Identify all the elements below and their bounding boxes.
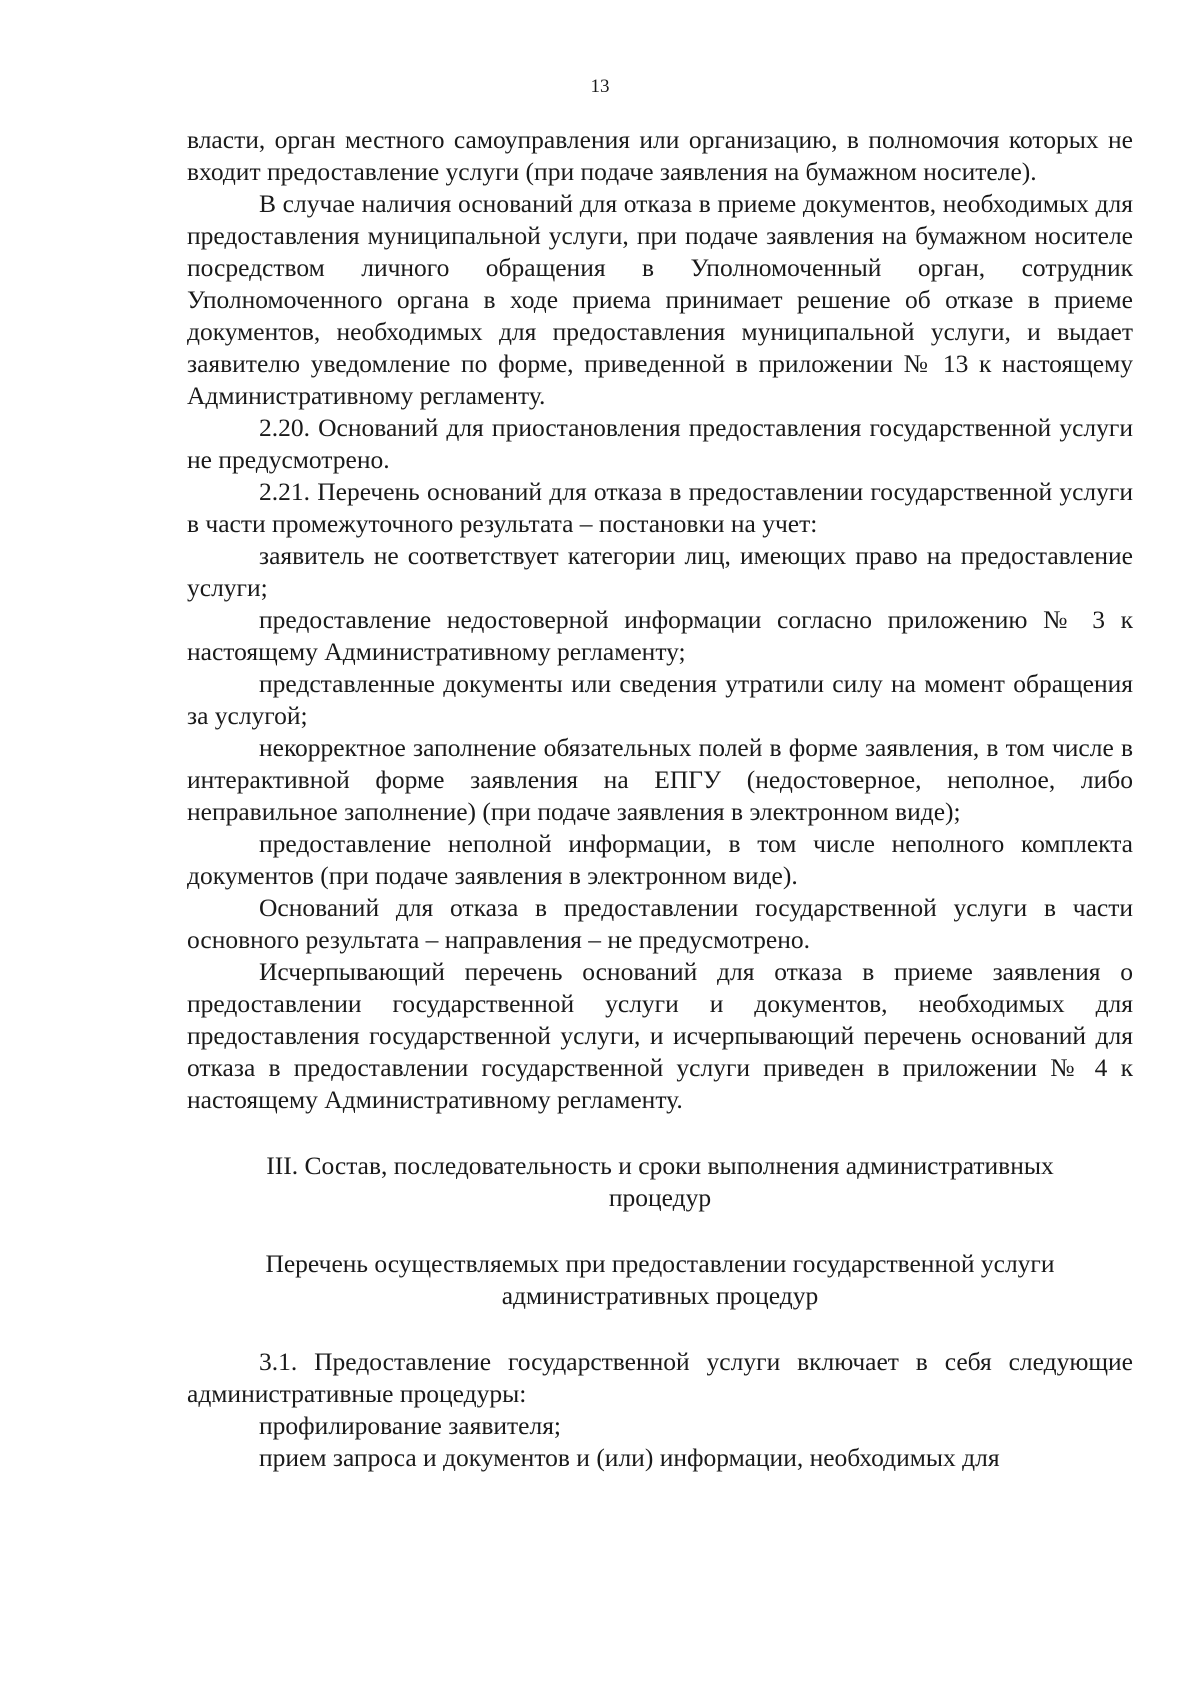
paragraph-no-grounds-main: Оснований для отказа в предоставлении государственной услуги в части основного результата – направления – не предусмотрено. [187, 893, 1133, 954]
paragraph-2-21: 2.21. Перечень оснований для отказа в предоставлении государственной услуги в части промежуточного результата – постановки на учет: [187, 477, 1133, 538]
paragraph-2-20: 2.20. Оснований для приостановления предоставления государственной услуги не предусмотрено. [187, 413, 1133, 474]
list-item-incomplete-info: предоставление неполной информации, в том числе неполного комплекта документов (при подаче заявления в электронном виде). [187, 829, 1133, 890]
list-item-expired-docs: представленные документы или сведения утратили силу на момент обращения за услугой; [187, 669, 1133, 730]
list-item-request-intake: прием запроса и документов и (или) информации, необходимых для [259, 1443, 1000, 1472]
document-body [187, 124, 1133, 1474]
list-item-profiling: профилирование заявителя; [259, 1411, 562, 1440]
list-item-false-info: предоставление недостоверной информации согласно приложению № 3 к настоящему Административному регламенту; [187, 605, 1133, 666]
paragraph-exhaustive-list: Исчерпывающий перечень оснований для отказа в приеме заявления о предоставлении государственной услуги и документов, необходимых для предоставления государственной услуги, и исчерпывающий перечень оснований для отказа в предоставлении государственной услуги приведен в приложении № 4 к настоящему Административному регламенту. [187, 957, 1133, 1114]
subsection-heading: Перечень осуществляемых при предоставлении государственной услуги административных процедур [265, 1249, 1055, 1310]
page-number: 13 [590, 76, 610, 97]
paragraph-3-1: 3.1. Предоставление государственной услуги включает в себя следующие административные процедуры: [187, 1347, 1133, 1408]
section-heading: III. Состав, последовательность и сроки выполнения административных процедур [266, 1151, 1054, 1212]
paragraph-continuation: власти, орган местного самоуправления или организацию, в полномочия которых не входит предоставление услуги (при подаче заявления на бумажном носителе). [187, 125, 1133, 186]
list-item-category: заявитель не соответствует категории лиц, имеющих право на предоставление услуги; [187, 541, 1133, 602]
paragraph-refusal-paper: В случае наличия оснований для отказа в приеме документов, необходимых для предоставления муниципальной услуги, при подаче заявления на бумажном носителе посредством личного обращения в Уполномоченный орган, сотрудник Уполномоченного органа в ходе приема принимает решение об отказе в приеме документов, необходимых для предоставления муниципальной услуги, и выдает заявителю уведомление по форме, приведенной в приложении № 13 к настоящему Административному регламенту. [187, 189, 1133, 410]
list-item-incorrect-fields: некорректное заполнение обязательных полей в форме заявления, в том числе в интерактивной форме заявления на ЕПГУ (недостоверное, неполное, либо неправильное заполнение) (при подаче заявления в электронном виде); [187, 733, 1133, 826]
